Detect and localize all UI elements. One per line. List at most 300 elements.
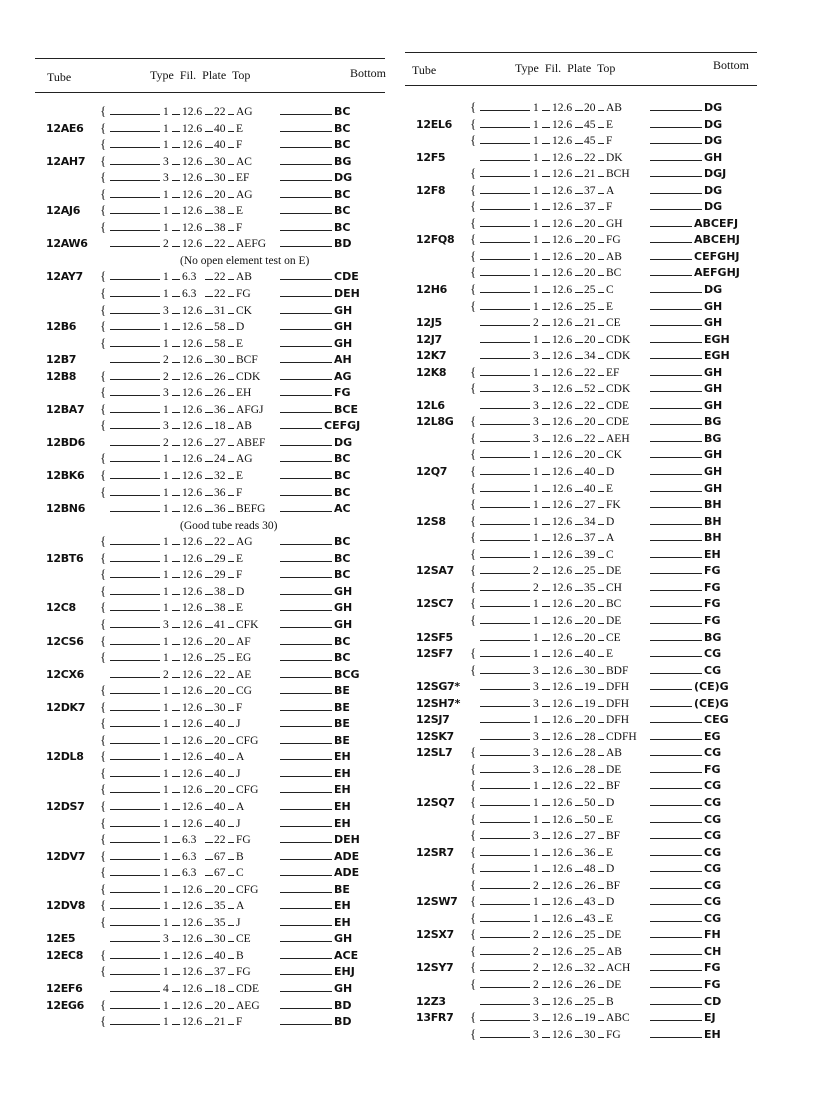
leader-line [598,937,604,938]
leader-line [575,822,583,823]
table-row [40,485,370,502]
top-value: AB [236,420,252,433]
tube-name: 12K8 [416,365,447,379]
top-value: ABC [606,1012,630,1025]
leader-line [575,408,583,409]
leader-line [228,792,234,793]
plate-value: 35 [584,581,596,594]
table-row [410,861,760,878]
leader-line [650,871,702,872]
type-value: 1 [163,453,169,466]
bottom-value: CG [704,862,722,876]
filament-value: 12.6 [182,370,203,383]
type-value: 2 [163,436,169,449]
table-row [410,100,760,117]
leader-line [110,131,160,132]
table-row [410,282,760,299]
brace-icon: { [100,897,107,913]
type-value: 1 [163,585,169,598]
filament-value: 12.6 [552,300,573,313]
leader-line [172,610,180,611]
leader-line [228,974,234,975]
leader-line [650,573,702,574]
brace-icon: { [470,198,477,214]
filament-value: 12.6 [552,664,573,677]
bottom-value: GH [704,316,723,330]
leader-line [172,511,180,512]
leader-line [280,412,332,413]
top-value: CDK [606,350,631,363]
header-tube-right: Tube [412,63,437,77]
table-row [410,365,760,382]
leader-line [542,275,550,276]
leader-line [110,660,160,661]
top-value: F [236,221,243,234]
bottom-value: FG [704,961,721,975]
plate-value: 25 [584,284,596,297]
bottom-value: FG [334,386,351,400]
leader-line [172,346,180,347]
filament-value: 12.6 [182,503,203,516]
type-value: 3 [533,350,539,363]
leader-line [228,1008,234,1009]
leader-line [172,213,180,214]
filament-value: 12.6 [182,602,203,615]
leader-line [480,193,530,194]
leader-line [228,677,234,678]
note-text: (Good tube reads 30) [180,519,278,532]
plate-value: 25 [584,565,596,578]
leader-line [205,892,213,893]
leader-line [575,590,583,591]
filament-value: 12.6 [552,830,573,843]
bottom-value: BH [704,514,722,528]
leader-line [280,859,332,860]
plate-value: 35 [214,900,226,913]
table-row [410,977,760,994]
type-value: 1 [533,499,539,512]
table-row [40,799,370,816]
leader-line [280,627,332,628]
brace-icon: { [100,202,107,218]
leader-line [598,209,604,210]
leader-line [110,164,160,165]
bottom-value: DG [334,171,353,185]
bottom-value: DG [704,134,723,148]
table-row [410,398,760,415]
plate-value: 39 [584,548,596,561]
leader-line [110,213,160,214]
leader-line [598,987,604,988]
brace-icon: { [100,483,107,499]
top-value: AB [606,102,622,114]
top-value: J [236,718,241,731]
tube-name: 12H6 [416,283,447,297]
leader-line [650,755,702,756]
table-row [410,679,760,696]
top-value: D [606,896,615,909]
leader-line [598,1037,604,1038]
tube-name: 12DV7 [46,849,86,863]
bottom-value: GH [334,981,353,995]
leader-line [205,213,213,214]
brace-icon: { [100,367,107,383]
leader-line [172,478,180,479]
header-rule-bottom-right [405,85,757,86]
filament-value: 12.6 [182,585,203,598]
leader-line [110,759,160,760]
table-row [40,137,370,154]
header-bottom-right: Bottom [713,58,750,72]
brace-icon: { [100,864,107,880]
table-row [40,832,370,849]
leader-line [542,557,550,558]
table-row [40,766,370,783]
leader-line [110,461,160,462]
filament-value: 12.6 [182,106,203,118]
leader-line [575,309,583,310]
top-value: ABEF [236,436,266,449]
type-value: 1 [163,139,169,152]
brace-icon: { [100,268,107,284]
bottom-value: BH [704,531,722,545]
brace-icon: { [100,599,107,615]
filament-value: 12.6 [552,796,573,809]
bottom-value: CEFGHJ [694,249,740,263]
leader-line [172,428,180,429]
leader-line [205,726,213,727]
tube-name: 12SA7 [416,564,454,578]
leader-line [542,474,550,475]
leader-line [228,313,234,314]
leader-line [172,908,180,909]
table-row [410,166,760,183]
type-value: 1 [533,796,539,809]
brace-icon: { [470,744,477,760]
leader-line [172,859,180,860]
plate-value: 25 [584,945,596,958]
type-value: 3 [533,432,539,445]
brace-icon: { [100,318,107,334]
leader-line [172,412,180,413]
leader-line [575,855,583,856]
table-row [410,911,760,928]
leader-line [480,309,530,310]
leader-line [280,561,332,562]
leader-line [280,892,332,893]
type-value: 1 [533,366,539,379]
brace-icon: { [470,942,477,958]
leader-line [480,921,530,922]
leader-line [110,1024,160,1025]
brace-icon: { [470,793,477,809]
top-value: F [236,701,243,714]
leader-line [480,441,530,442]
top-value: E [236,205,244,218]
filament-value: 12.6 [552,482,573,495]
leader-line [542,309,550,310]
leader-line [542,391,550,392]
leader-line [228,461,234,462]
leader-line [205,1008,213,1009]
leader-line [228,511,234,512]
plate-value: 22 [584,366,596,379]
tube-name: 12AJ6 [46,204,81,218]
tube-name: 12F5 [416,150,446,164]
leader-line [650,937,702,938]
filament-value: 12.6 [552,399,573,412]
leader-line [575,1037,583,1038]
leader-line [205,577,213,578]
table-row [40,567,370,584]
leader-line [172,710,180,711]
leader-line [110,180,160,181]
leader-line [650,540,702,541]
filament-value: 12.6 [552,102,573,114]
leader-line [542,855,550,856]
top-value: B [606,995,614,1008]
type-value: 1 [533,466,539,479]
tube-name: 12SF7 [416,647,453,661]
plate-value: 22 [584,151,596,164]
leader-line [228,759,234,760]
leader-line [542,457,550,458]
type-value: 1 [533,102,539,114]
leader-line [650,160,702,161]
filament-value: 12.6 [552,697,573,710]
leader-line [650,358,702,359]
table-row [410,1027,760,1044]
table-row [40,667,370,684]
top-value: AEG [236,999,260,1012]
leader-line [172,809,180,810]
type-value: 3 [533,1028,539,1041]
table-row [40,882,370,899]
leader-line [650,275,692,276]
top-value: CK [606,449,622,462]
leader-line [205,164,213,165]
filament-value: 12.6 [182,238,203,251]
leader-line [228,660,234,661]
leader-line [598,921,604,922]
table-row [40,336,370,353]
filament-value: 12.6 [182,155,203,168]
leader-line [172,114,180,115]
leader-line [575,474,583,475]
leader-line [205,428,213,429]
filament-value: 12.6 [182,321,203,334]
leader-line [110,495,160,496]
filament-value: 6.3 [182,850,197,863]
leader-line [228,842,234,843]
note-row [40,253,370,270]
tube-name: 12SL7 [416,746,453,760]
table-row [410,960,760,977]
top-value: DFH [606,697,630,710]
bottom-value: EH [334,899,351,913]
tube-name: 12EF6 [46,981,83,995]
type-value: 1 [163,999,169,1012]
type-value: 1 [163,734,169,747]
tube-name: 12SQ7 [416,795,455,809]
top-value: EH [236,387,252,400]
tube-name: 13FR7 [416,1011,454,1025]
leader-line [205,610,213,611]
type-value: 1 [163,552,169,565]
leader-line [480,954,530,955]
type-value: 1 [533,201,539,214]
type-value: 3 [533,763,539,776]
leader-line [542,292,550,293]
tube-name: 12SG7* [416,680,460,694]
brace-icon: { [100,218,107,234]
top-value: J [236,916,241,929]
plate-value: 21 [584,168,596,181]
plate-value: 45 [584,135,596,148]
leader-line [228,693,234,694]
tube-name: 12K7 [416,349,447,363]
type-value: 1 [533,250,539,263]
leader-line [228,428,234,429]
plate-value: 28 [584,763,596,776]
plate-value: 19 [584,681,596,694]
brace-icon: { [470,247,477,263]
plate-value: 36 [214,403,226,416]
leader-line [280,445,332,446]
plate-value: 22 [214,536,226,549]
type-value: 1 [533,631,539,644]
table-row [410,778,760,795]
brace-icon: { [100,285,107,301]
type-value: 1 [533,515,539,528]
brace-icon: { [470,926,477,942]
brace-icon: { [470,860,477,876]
bottom-value: FG [704,597,721,611]
type-value: 1 [163,850,169,863]
plate-value: 40 [214,817,226,830]
plate-value: 22 [584,399,596,412]
leader-line [650,424,702,425]
leader-line [542,375,550,376]
bottom-value: DEH [334,833,360,847]
leader-line [650,491,702,492]
leader-line [205,991,213,992]
top-value: EG [236,652,252,665]
leader-line [205,131,213,132]
bottom-value: CG [704,829,722,843]
leader-line [480,540,530,541]
brace-icon: { [100,533,107,549]
leader-line [575,904,583,905]
plate-value: 26 [214,387,226,400]
bottom-value: DG [334,435,353,449]
filament-value: 12.6 [552,151,573,164]
leader-line [110,561,160,562]
leader-line [172,461,180,462]
leader-line [650,689,692,690]
bottom-value: EH [704,1027,721,1041]
top-value: CK [236,304,252,317]
bottom-value: ADE [334,866,360,880]
brace-icon: { [470,777,477,793]
leader-line [480,805,530,806]
header-rule-top-left [35,58,385,59]
filament-value: 12.6 [552,217,573,230]
tube-name: 12SH7* [416,696,461,710]
filament-value: 12.6 [182,1016,203,1029]
leader-line [228,809,234,810]
top-value: CFK [236,618,259,631]
bottom-value: EH [704,547,721,561]
top-value: BF [606,780,621,793]
top-value: AB [606,250,622,263]
type-value: 1 [163,602,169,615]
plate-value: 38 [214,221,226,234]
leader-line [480,424,530,425]
leader-line [228,213,234,214]
leader-line [575,838,583,839]
bottom-value: CEG [704,713,729,727]
table-row [40,220,370,237]
leader-line [598,375,604,376]
leader-line [598,325,604,326]
leader-line [575,987,583,988]
type-value: 1 [533,168,539,181]
leader-line [110,644,160,645]
top-value: AB [606,747,622,760]
leader-line [205,379,213,380]
leader-line [542,408,550,409]
type-value: 1 [163,321,169,334]
leader-line [205,296,213,297]
tube-name: 12DK7 [46,700,86,714]
bottom-value: ABCEFJ [694,216,739,230]
leader-line [172,759,180,760]
leader-line [172,925,180,926]
bottom-value: GH [704,365,723,379]
leader-line [542,623,550,624]
plate-value: 28 [584,730,596,743]
leader-line [228,561,234,562]
leader-line [575,954,583,955]
table-row [40,286,370,303]
filament-value: 12.6 [552,598,573,611]
leader-line [280,495,332,496]
filament-value: 12.6 [552,1012,573,1025]
plate-value: 20 [584,631,596,644]
leader-line [228,147,234,148]
leader-line [650,375,702,376]
plate-value: 30 [584,1028,596,1041]
tube-name: 12CS6 [46,634,84,648]
bottom-value: BG [334,154,352,168]
top-value: D [606,863,615,876]
leader-line [575,275,583,276]
leader-line [575,143,583,144]
filament-value: 12.6 [552,631,573,644]
leader-line [650,640,702,641]
header-rule-bottom-left [35,92,385,93]
filament-value: 12.6 [552,449,573,462]
leader-line [228,131,234,132]
filament-value: 12.6 [182,734,203,747]
leader-line [598,822,604,823]
leader-line [575,127,583,128]
tube-name: 12B8 [46,369,77,383]
type-value: 1 [163,188,169,201]
leader-line [280,726,332,727]
leader-line [172,164,180,165]
